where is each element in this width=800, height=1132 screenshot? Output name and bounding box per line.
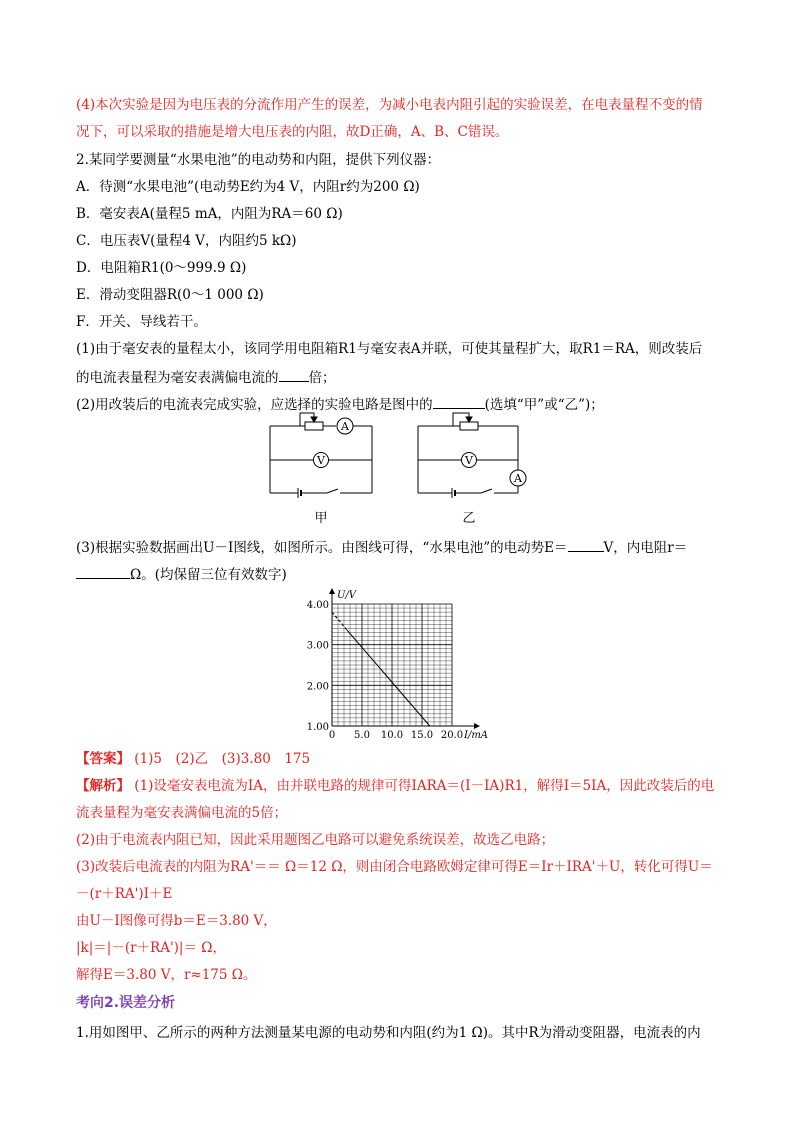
x-tick-label: 5.0 (354, 730, 370, 741)
analysis-line-7: |k|＝|－(r＋RA')|＝ Ω， (76, 940, 226, 956)
part2-text-b: (选填“甲”或“乙”)； (484, 397, 604, 413)
analysis-line-4: (3)改装后电流表的内阻为RA'＝＝ Ω＝12 Ω，则由闭合电路欧姆定律可得E＝Ir＋IRA'＋U，转化可得U＝ (76, 859, 713, 875)
option-a: A．待测“水果电池”(电动势E约为4 V，内阻r约为200 Ω) (76, 179, 420, 195)
part3-text-a: (3)根据实验数据画出U－I图线，如图所示。由图线可得，“水果电池”的电动势E＝ (76, 540, 568, 556)
option-f: F．开关、导线若干。 (76, 314, 207, 330)
section-question-1: 1.用如图甲、乙所示的两种方法测量某电源的电动势和内阻(约为1 Ω)。其中R为滑动变阻器，电流表的内 (76, 1025, 701, 1041)
series-line (332, 612, 347, 630)
chart-grid (332, 604, 452, 726)
option-d: D．电阻箱R1(0～999.9 Ω) (76, 260, 247, 276)
ammeter-jia-label: A (341, 420, 349, 433)
circuit-diagrams (260, 405, 540, 527)
voltmeter-jia-label: V (317, 454, 325, 467)
x-tick-label: 10.0 (380, 730, 404, 741)
analysis-line-6: 由U－I图像可得b＝E＝3.80 V， (76, 913, 277, 929)
analysis-text-1: (1)设毫安表电流为IA，由并联电路的规律可得IARA＝(I－IA)R1，解得I＝5IA，因此改装后的电 (134, 778, 715, 794)
chart-labels (307, 590, 488, 741)
answer-text: (1)5 (2)乙 (3)3.80 175 (134, 751, 311, 767)
y-tick-label: 4.00 (306, 600, 329, 611)
x-tick-label: 0 (328, 730, 336, 741)
analysis-line-2: 流表量程为毫安表满偏电流的5倍； (76, 805, 288, 821)
part1-answer-blank[interactable] (279, 367, 309, 382)
x-tick-label: 15.0 (410, 730, 434, 741)
question-stem: 2.某同学要测量“水果电池”的电动势和内阻，提供下列仪器： (76, 152, 441, 168)
part3-line-2 (76, 564, 287, 584)
option-c: C．电压表V(量程4 V，内阻约5 kΩ) (76, 233, 297, 249)
intro-line-1: (4)本次实验是因为电压表的分流作用产生的误差，为减小电表内阻引起的实验误差，在电表量程不变的情 (76, 97, 703, 113)
y-tick-label: 1.00 (306, 722, 329, 733)
part3-text-c: Ω。(均保留三位有效数字) (130, 567, 287, 583)
analysis-line-3: (2)由于电流表内阻已知，因此采用题图乙电路可以避免系统误差，故选乙电路； (76, 832, 555, 848)
x-axis-label: I/mA (464, 730, 489, 741)
x-tick-label: 20.0 (440, 730, 464, 741)
y-axis-arrow (329, 588, 335, 594)
ammeter-yi-label: A (514, 472, 522, 485)
analysis-line-8: 解得E＝3.80 V，r≈175 Ω。 (76, 967, 257, 983)
answer-tag: 【答案】 (76, 751, 130, 767)
part3-text-b: V，内电阻r＝ (603, 540, 688, 556)
ui-graph (300, 588, 520, 746)
part1-text-a: 的电流表量程为毫安表满偏电流的 (76, 370, 279, 386)
y-tick-label: 2.00 (306, 681, 329, 693)
circuit-label-jia: 甲 (314, 511, 328, 526)
section-heading: 考向2.误差分析 (76, 995, 176, 1011)
answer-line (76, 750, 310, 768)
circuit-label-yi: 乙 (462, 511, 476, 526)
voltmeter-yi-label: V (465, 454, 473, 467)
analysis-line-5: －(r＋RA')I＋E (76, 886, 173, 902)
part3-line-1 (76, 537, 687, 557)
part1-line-2 (76, 367, 336, 387)
y-axis-label: U/V (337, 590, 357, 601)
y-tick-label: 3.00 (306, 640, 329, 652)
x-axis-arrow (474, 723, 480, 729)
part3-emf-blank[interactable] (568, 537, 604, 552)
chart-axes (329, 588, 480, 729)
option-b: B．毫安表A(量程5 mA，内阻为RA＝60 Ω) (76, 206, 343, 222)
option-e: E．滑动变阻器R(0～1 000 Ω) (76, 287, 264, 303)
analysis-tag: 【解析】 (76, 778, 130, 794)
part3-r-blank[interactable] (76, 564, 130, 579)
part1-line-1: (1)由于毫安表的量程太小，该同学用电阻箱R1与毫安表A并联，可使其量程扩大，取R1＝RA，则改装后 (76, 341, 703, 357)
analysis-line-1 (76, 777, 714, 795)
intro-line-2: 况下，可以采取的措施是增大电压表的内阻，故D正确，A、B、C错误。 (76, 124, 509, 140)
part2-text-a: (2)用改装后的电流表完成实验，应选择的实验电路是图中的 (76, 397, 433, 413)
part1-text-b: 倍； (308, 370, 336, 386)
